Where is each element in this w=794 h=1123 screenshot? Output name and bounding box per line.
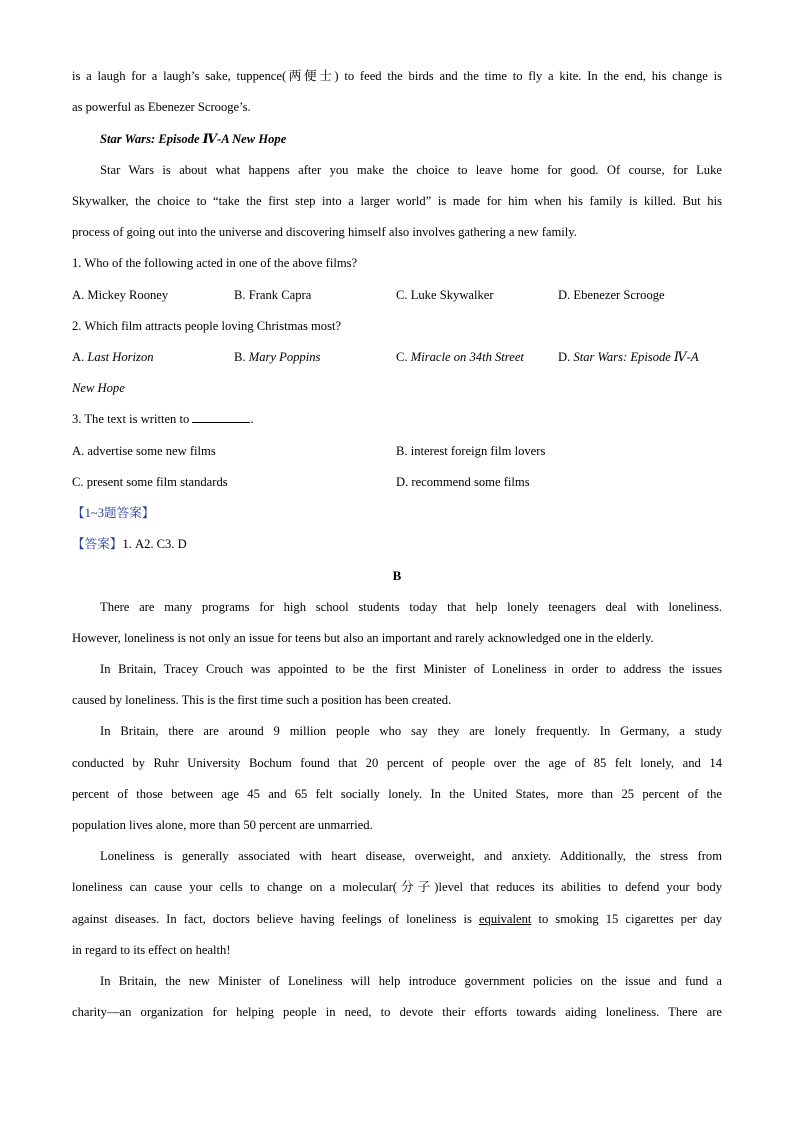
question-3-stem-end: .	[250, 412, 254, 426]
question-3-option-d[interactable]: D. recommend some films	[396, 475, 530, 489]
passage-b-p4-line4: in regard to its effect on health!	[72, 943, 231, 957]
option-letter: B.	[234, 350, 246, 364]
passage-b-p5-line2: charity—an organization for helping people in need, to devote their efforts towards aiding loneliness. There are	[72, 1005, 722, 1019]
option-letter: C.	[396, 350, 408, 364]
question-3-stem	[72, 410, 722, 428]
answer-line	[72, 535, 722, 553]
passage-b-p2-line2: caused by loneliness. This is the first time such a position has been created.	[72, 693, 452, 707]
passage-b-p4-line2: loneliness can cause your cells to change on a molecular(分子)level that reduces its abilities to defend your body	[72, 880, 722, 894]
passage-a-p1-line1: is a laugh for a laugh’s sake, tuppence(两便士) to feed the birds and the time to fly a kite. In the end, his change is	[72, 69, 722, 83]
question-2-option-b[interactable]	[234, 348, 320, 366]
p4-line3-after: to smoking 15 cigarettes per day	[538, 912, 722, 926]
passage-a-p1-line2: as powerful as Ebenezer Scrooge’s.	[72, 100, 251, 114]
passage-b-p5-line1: In Britain, the new Minister of Loneliness will help introduce government policies on the issue and fund a	[100, 974, 722, 988]
option-letter: D.	[558, 350, 571, 364]
section-b-heading: B	[392, 568, 402, 583]
question-1-option-b[interactable]: B. Frank Capra	[234, 288, 312, 302]
option-title: Star Wars: Episode Ⅳ-A	[573, 350, 699, 364]
passage-b-p2-line1: In Britain, Tracey Crouch was appointed to be the first Minister of Loneliness in order to address the issues	[100, 662, 722, 676]
question-2-option-c[interactable]	[396, 348, 524, 366]
question-1-stem: 1. Who of the following acted in one of the above films?	[72, 256, 358, 270]
passage-b-p3-line1: In Britain, there are around 9 million people who say they are lonely frequently. In Germany, a study	[100, 724, 722, 738]
passage-a-p2-line3: process of going out into the universe and discovering himself also involves gathering a new family.	[72, 225, 577, 239]
answer-tag: 【答案】	[72, 537, 123, 551]
question-2-option-a[interactable]	[72, 348, 154, 366]
option-title: Mary Poppins	[248, 350, 321, 364]
film-heading: Star Wars: Episode Ⅳ-A New Hope	[100, 132, 287, 146]
question-3-option-c[interactable]: C. present some film standards	[72, 475, 228, 489]
passage-b-p3-line4: population lives alone, more than 50 percent are unmarried.	[72, 818, 373, 832]
question-2-stem: 2. Which film attracts people loving Christmas most?	[72, 319, 342, 333]
option-title: Miracle on 34th Street	[410, 350, 524, 364]
passage-b-p3-line3: percent of those between age 45 and 65 felt socially lonely. In the United States, more than 25 percent of the	[72, 787, 722, 801]
question-1-option-a[interactable]: A. Mickey Rooney	[72, 288, 169, 302]
question-3-stem-text: 3. The text is written to	[72, 412, 190, 426]
answer-blank	[192, 410, 250, 423]
passage-b-p4-line1: Loneliness is generally associated with heart disease, overweight, and anxiety. Additionally, the stress from	[100, 849, 722, 863]
question-1-option-c[interactable]: C. Luke Skywalker	[396, 288, 494, 302]
passage-a-p2-line2: Skywalker, the choice to “take the first step into a larger world” is made for him when his family is killed. But his	[72, 194, 722, 208]
option-letter: A.	[72, 350, 85, 364]
answer-range-tag: 【1~3题答案】	[72, 506, 155, 520]
passage-b-p3-line2: conducted by Ruhr University Bochum found that 20 percent of people over the age of 85 felt lonely, and 14	[72, 756, 722, 770]
question-1-option-d[interactable]: D. Ebenezer Scrooge	[558, 288, 665, 302]
answer-text: 1. A2. C3. D	[122, 537, 187, 551]
passage-b-p1-line2: However, loneliness is not only an issue for teens but also an important and rarely acknowledged one in the elderly.	[72, 631, 654, 645]
option-title: Last Horizon	[87, 350, 154, 364]
question-2-option-d-wrap: New Hope	[72, 381, 125, 395]
p4-line3-before: against diseases. In fact, doctors believe having feelings of loneliness is	[72, 912, 472, 926]
passage-b-p4-line3	[72, 910, 722, 928]
question-3-option-a[interactable]: A. advertise some new films	[72, 444, 216, 458]
passage-a-p2-line1: Star Wars is about what happens after you make the choice to leave home for good. Of course, for Luke	[100, 163, 722, 177]
underlined-word-equivalent: equivalent	[478, 912, 532, 926]
question-3-option-b[interactable]: B. interest foreign film lovers	[396, 444, 546, 458]
passage-b-p1-line1: There are many programs for high school students today that help lonely teenagers deal with loneliness.	[100, 600, 722, 614]
question-2-option-d[interactable]	[558, 348, 699, 366]
